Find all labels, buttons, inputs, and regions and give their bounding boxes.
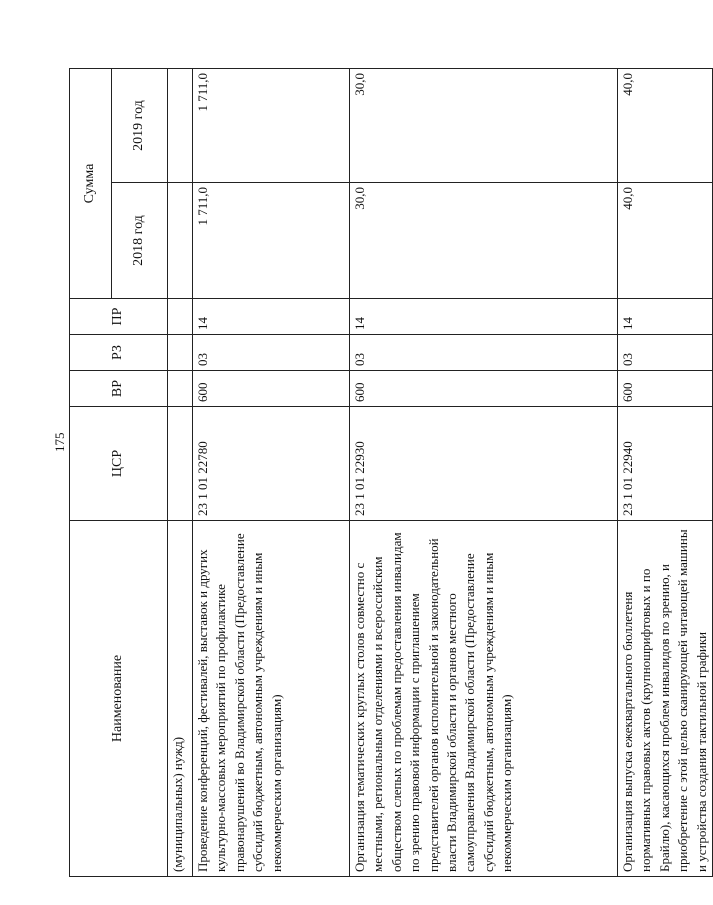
empty-cell xyxy=(168,371,193,407)
row-sum-2018: 1 711,0 xyxy=(193,183,350,299)
row-sum-2019: 30,0 xyxy=(350,69,618,183)
table-row xyxy=(618,69,713,877)
row-vr: 600 xyxy=(193,371,350,407)
header-pr: ПР xyxy=(70,299,168,335)
table-row xyxy=(350,69,618,877)
row-name: Проведение конференций, фестивалей, выставок и других культурно-массовых мероприятий по профилактике правонарушений во Владимирской области (Предоставление субсидий бюджетным, автономным учреждениям и иным некоммерческим организациям) xyxy=(193,521,350,877)
table-header xyxy=(70,69,168,877)
header-sum: Сумма xyxy=(70,69,112,299)
row-csr: 23 1 01 22930 xyxy=(350,407,618,521)
table-row xyxy=(193,69,350,877)
empty-cell xyxy=(168,183,193,299)
header-year-2019: 2019 год xyxy=(112,69,168,183)
row-vr: 600 xyxy=(350,371,618,407)
continuation-text: (муниципальных) нужд) xyxy=(168,521,193,877)
row-pr: 14 xyxy=(350,299,618,335)
empty-cell xyxy=(168,69,193,183)
row-csr: 23 1 01 22780 xyxy=(193,407,350,521)
header-year-2018: 2018 год xyxy=(112,183,168,299)
empty-cell xyxy=(168,407,193,521)
page-number: 175 xyxy=(52,432,67,452)
empty-cell xyxy=(168,299,193,335)
row-sum-2018: 40,0 xyxy=(618,183,713,299)
row-pr: 14 xyxy=(618,299,713,335)
header-name: Наименование xyxy=(70,521,168,877)
header-vr: ВР xyxy=(70,371,168,407)
empty-cell xyxy=(168,335,193,371)
row-rz: 03 xyxy=(350,335,618,371)
row-sum-2018: 30,0 xyxy=(350,183,618,299)
row-csr: 23 1 01 22940 xyxy=(618,407,713,521)
header-csr: ЦСР xyxy=(70,407,168,521)
row-sum-2019: 1 711,0 xyxy=(193,69,350,183)
row-name: Организация тематических круглых столов совместно с местными, региональным отделениями и всероссийским обществом слепых по проблемам предоставления инвалидам по зрению правовой информации с приглашением представителей органов исполнительной и законодательной власти Владимирской области и органов местного самоуправления Владимирской области (Предоставление субсидий бюджетным, автономным учреждениям и иным некоммерческим организациям) xyxy=(350,521,618,877)
row-sum-2019: 40,0 xyxy=(618,69,713,183)
row-pr: 14 xyxy=(193,299,350,335)
row-vr: 600 xyxy=(618,371,713,407)
row-name: Организация выпуска ежеквартального бюллетеня нормативных правовых актов (крупношрифтовых и по Брайлю), касающихся проблем инвалидов по зрению, и приобретение с этой целью сканирующей читающей машины и устройства создания тактильной графики xyxy=(618,521,713,877)
header-rz: РЗ xyxy=(70,335,168,371)
row-rz: 03 xyxy=(618,335,713,371)
rotated-page-content xyxy=(69,69,709,877)
row-rz: 03 xyxy=(193,335,350,371)
budget-table xyxy=(69,68,713,877)
table-row-continuation xyxy=(168,69,193,877)
